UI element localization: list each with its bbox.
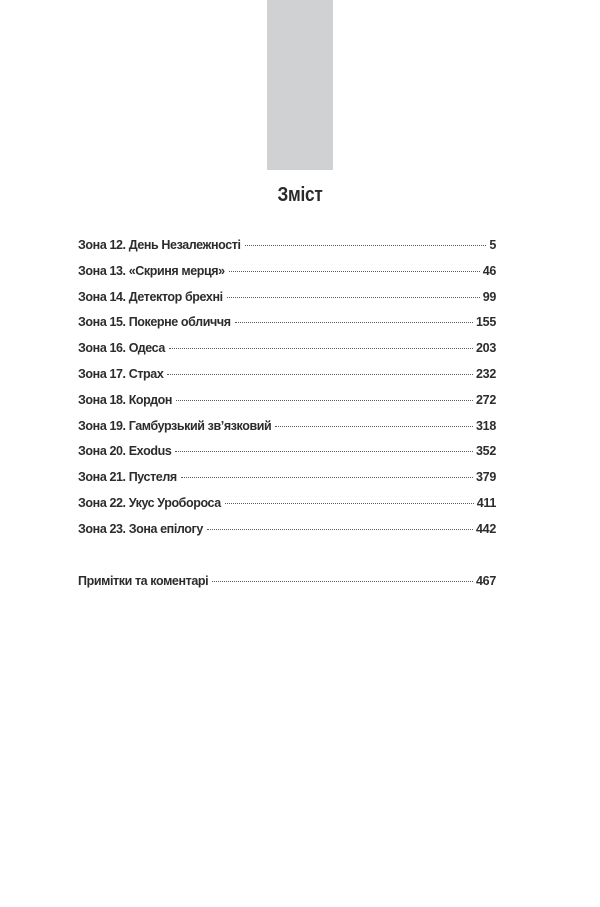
page-title: Зміст: [277, 184, 323, 206]
toc-entry-label: Зона 19. Гамбурзький зв’язковий: [78, 418, 272, 433]
toc-entry-label: Зона 14. Детектор брехні: [78, 289, 223, 304]
dot-leader: [212, 581, 473, 582]
dot-leader: [181, 477, 473, 478]
toc-entry[interactable]: [78, 264, 496, 290]
toc-entry-label: Зона 18. Кордон: [78, 392, 173, 407]
toc-entry-page: 99: [482, 289, 496, 304]
toc-entry-page: 5: [489, 238, 496, 252]
dot-leader: [245, 245, 487, 246]
toc-entry-label: Зона 21. Пустеля: [78, 470, 177, 485]
toc-entry-notes[interactable]: [78, 574, 496, 600]
toc-entry-page: 232: [476, 366, 496, 381]
chapter-tab-block: [267, 0, 333, 170]
dot-leader: [169, 348, 473, 349]
toc-entry-page: 379: [476, 470, 496, 485]
toc-entry[interactable]: [78, 341, 496, 367]
toc-entry-page: 155: [476, 315, 496, 330]
toc-entry-page: 203: [476, 341, 496, 356]
dot-leader: [175, 451, 473, 452]
toc-entry-label: Зона 15. Покерне обличчя: [78, 315, 231, 330]
dot-leader: [235, 322, 473, 323]
dot-leader: [229, 271, 480, 272]
toc-entry-label: Зона 13. «Скриня мерця»: [78, 263, 225, 278]
toc-entry-page: 46: [482, 263, 496, 278]
dot-leader: [207, 529, 473, 530]
toc-entry[interactable]: [78, 290, 496, 316]
toc-entry-page: 442: [476, 521, 496, 536]
toc-entry-label: Примітки та коментарі: [78, 574, 209, 588]
toc-entry[interactable]: [78, 444, 496, 470]
toc-entry-label: Зона 22. Укус Уробороса: [78, 495, 221, 510]
toc-entry[interactable]: [78, 367, 496, 393]
toc-entry-page: 467: [476, 574, 496, 588]
toc-entry[interactable]: [78, 496, 496, 522]
table-of-contents: [78, 238, 496, 548]
toc-entry[interactable]: [78, 238, 496, 264]
toc-entry-page: 318: [476, 418, 496, 433]
dot-leader: [225, 503, 474, 504]
toc-entry-label: Зона 16. Одеса: [78, 341, 165, 356]
toc-entry[interactable]: [78, 393, 496, 419]
toc-entry[interactable]: [78, 470, 496, 496]
toc-entry-page: 411: [476, 495, 496, 510]
dot-leader: [275, 426, 473, 427]
toc-entry[interactable]: [78, 522, 496, 548]
dot-leader: [227, 297, 480, 298]
toc-entry-page: 272: [476, 392, 496, 407]
toc-entry-label: Зона 20. Exodus: [78, 444, 172, 459]
toc-entry[interactable]: [78, 315, 496, 341]
toc-entry-label: Зона 12. День Незалежності: [78, 238, 241, 252]
toc-entry-label: Зона 17. Страх: [78, 366, 164, 381]
toc-entry-label: Зона 23. Зона епілогу: [78, 521, 203, 536]
dot-leader: [167, 374, 473, 375]
toc-notes-section: [78, 574, 496, 600]
dot-leader: [176, 400, 473, 401]
toc-entry-page: 352: [476, 444, 496, 459]
toc-entry[interactable]: [78, 419, 496, 445]
